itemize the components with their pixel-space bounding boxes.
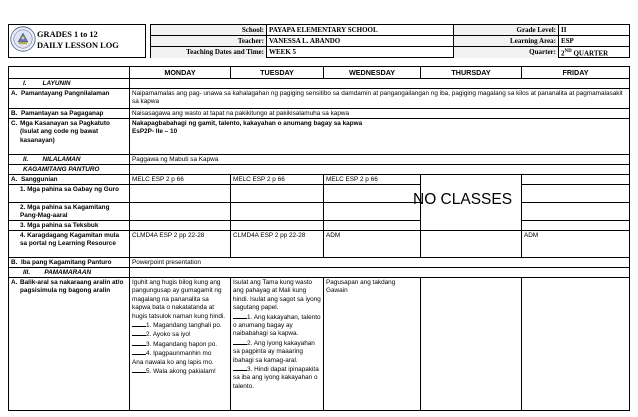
- gabay-monday: [129, 185, 230, 202]
- row-iba-pang-kagamitan: [9, 258, 629, 268]
- balik-aral-thursday: [420, 278, 521, 410]
- row-letter: A.: [11, 176, 18, 183]
- kasanayan-code: EsP2P- IIe – 10: [132, 128, 178, 136]
- monday-item: 2. Ayoko sa iyo!: [132, 330, 228, 339]
- tuesday-item: 1. Ang kakayahan, talento o anumang bagay ay naibabahagi sa kapwa.: [233, 313, 321, 338]
- teksbuk-label: 3. Mga pahina sa Teksbuk: [20, 222, 99, 229]
- row-kasanayan: [9, 119, 629, 155]
- gabay-tuesday: [230, 185, 323, 202]
- row-pamamaraan: [9, 268, 629, 278]
- pamamaraan-heading: [9, 268, 129, 277]
- kagamitang-panturo-cell: [129, 165, 629, 174]
- kagamitang-pang-mag-aaral-label: 2. Mga pahina sa Kagamitang Pang-Mag-aaral: [20, 204, 110, 220]
- quarter-label: Quarter:: [454, 47, 559, 58]
- header-title-box: [8, 24, 146, 58]
- layunin-title: LAYUNIN: [42, 80, 71, 87]
- thursday-no-classes-cell: [413, 175, 521, 231]
- quarter-ordinal: ND: [564, 49, 572, 54]
- karagdagang-friday: ADM: [521, 231, 629, 257]
- learning-area-label: Learning Area:: [454, 36, 559, 47]
- sanggunian-label: Sanggunian: [21, 176, 58, 183]
- teksbuk-friday: [521, 221, 629, 230]
- title-line-2: DAILY LESSON LOG: [37, 41, 119, 50]
- day-thursday: THURSDAY: [420, 67, 521, 79]
- balik-aral-wednesday: Pagusapan ang takdang Gawain: [323, 278, 420, 410]
- balik-aral-monday: [129, 278, 230, 410]
- iba-pang-label-cell: [9, 258, 129, 267]
- gabay-label: 1. Mga pahina sa Gabay ng Guro: [20, 186, 120, 193]
- row-teksbuk: [9, 221, 629, 231]
- balik-aral-friday: [521, 278, 629, 410]
- pamamaraan-title: PAMAMARAAN: [44, 269, 92, 276]
- learning-area-value: ESP: [559, 36, 629, 47]
- grade-level-value: II: [559, 25, 629, 36]
- teksbuk-tuesday: [230, 221, 323, 230]
- kagamitang-pang-mag-aaral-label-cell: [9, 203, 129, 220]
- lesson-log-table: [8, 66, 630, 411]
- header: [8, 24, 630, 58]
- pang-mag-aaral-tuesday: [230, 203, 323, 220]
- grade-level-label: Grade Level:: [454, 25, 559, 36]
- row-pamantayang-pangnilalaman: [9, 89, 629, 109]
- pagaganap-label: Pamantayan sa Pagaganap: [21, 110, 104, 117]
- karagdagang-monday: CLMD4A ESP 2 pp 22-28: [129, 231, 230, 257]
- gabay-label-cell: [9, 185, 129, 202]
- monday-instructions: Iguhit ang hugis bilog kung ang pangungusap ay gumagamit ng magalang na pananalita sa kapwa bata o nakatatanda at hugis tatsulok naman kung hindi.: [132, 279, 226, 320]
- title-line-1: GRADES 1 to 12: [37, 30, 98, 39]
- kasanayan-text: Nakapagbabahagi ng gamit, talento, kakayahan o anumang bagay sa kapwa: [132, 120, 363, 127]
- pagaganap-text: Naisasagawa ang wasto at tapat na pakikitungo at pakikisalamuha sa kapwa: [129, 109, 629, 118]
- row-karagdagang-kagamitan: [9, 231, 629, 258]
- pamantayang-pangnilalaman-label-cell: [9, 89, 129, 108]
- pang-mag-aaral-monday: [129, 203, 230, 220]
- balik-aral-label: Balik-aral sa nakaraang aralin at/o pagsisimula ng bagong aralin: [20, 279, 124, 295]
- row-kagamitang-pang-mag-aaral: [9, 203, 629, 221]
- nilalaman-number: II.: [23, 156, 29, 163]
- row-layunin: [9, 79, 629, 89]
- header-info-grid: [150, 24, 630, 58]
- teacher-value: VANESSA L. ABANDO: [267, 36, 454, 47]
- school-value: PAYAPA ELEMENTARY SCHOOL: [267, 25, 454, 36]
- layunin-heading: [9, 79, 129, 88]
- balik-aral-tuesday: [230, 278, 323, 410]
- iba-pang-label: Iba pang Kagamitang Panturo: [21, 259, 112, 266]
- teaching-dates-value: WEEK 5: [267, 47, 454, 58]
- pamamaraan-cell: [129, 268, 629, 277]
- deped-seal-icon: [10, 26, 36, 52]
- row-kagamitang-panturo: [9, 165, 629, 175]
- teksbuk-monday: [129, 221, 230, 230]
- gabay-friday: [521, 185, 629, 202]
- karagdagang-tuesday: CLMD4A ESP 2 pp 22-28: [230, 231, 323, 257]
- sanggunian-friday: [521, 175, 629, 184]
- iba-pang-text: Powerpoint presentation: [129, 258, 629, 267]
- day-wednesday: WEDNESDAY: [323, 67, 420, 79]
- karagdagang-wednesday: ADM: [323, 231, 420, 257]
- karagdagang-label: 4. Karagdagang Kagamitan mula sa portal ng Learning Resource: [20, 232, 120, 248]
- quarter-word: QUARTER: [571, 49, 609, 58]
- row-pamantayan-sa-pagaganap: [9, 109, 629, 119]
- quarter-number: 2: [561, 49, 565, 58]
- sanggunian-monday: MELC ESP 2 p 66: [129, 175, 230, 184]
- nilalaman-title: NILALAMAN: [42, 156, 81, 163]
- no-classes-label: NO CLASSES: [413, 191, 513, 208]
- monday-item: 5. Wala akong pakialam!: [132, 367, 228, 376]
- teaching-dates-label: Teaching Dates and Time:: [151, 47, 267, 58]
- nilalaman-text: Paggawa ng Mabuti sa Kapwa: [129, 155, 629, 164]
- tuesday-item: 2. Ang iyong kakayahan sa pagpinta ay maaaring ibahagi sa kamag-aral.: [233, 339, 315, 364]
- row-sanggunian: [9, 175, 629, 185]
- pang-mag-aaral-friday: [521, 203, 629, 220]
- monday-item: 1. Magandang tanghali po.: [132, 321, 228, 330]
- kasanayan-text-cell: [129, 119, 629, 154]
- row-letter: A.: [11, 279, 18, 286]
- tuesday-item: 3. Hindi dapat ipinapakita sa iba ang iyong kakayahan o talento.: [233, 366, 319, 390]
- layunin-number: I.: [23, 80, 27, 87]
- pamantayang-pangnilalaman-text: Naipamamalas ang pag- unawa sa kahalagahan ng pagiging sensitibo sa damdamin at pangangailangan ng iba, pagiging magalang sa kilos at pananalita at pagmamalasakit sa kapwa: [129, 89, 629, 108]
- row-nilalaman: [9, 155, 629, 165]
- kasanayan-label-cell: [9, 119, 129, 154]
- monday-item: 4. Ipagpaunmanhin mo: [132, 349, 228, 358]
- monday-item-continuation: Ana nawala ko ang lapis mo.: [132, 358, 214, 366]
- pang-mag-aaral-wednesday: [323, 203, 420, 220]
- layunin-cell: [129, 79, 629, 88]
- gabay-wednesday: [323, 185, 420, 202]
- day-header-row: [9, 67, 629, 79]
- kasanayan-label: Mga Kasanayan sa Pagkatuto (Isulat ang code ng bawat kasanayan): [20, 120, 110, 144]
- row-letter: A.: [11, 90, 18, 97]
- teksbuk-label-cell: [9, 221, 129, 230]
- sanggunian-tuesday: MELC ESP 2 p 66: [230, 175, 323, 184]
- karagdagang-thursday: [420, 231, 521, 257]
- school-label: School:: [151, 25, 267, 36]
- karagdagang-label-cell: [9, 231, 129, 257]
- teacher-label: Teacher:: [151, 36, 267, 47]
- nilalaman-heading: [9, 155, 129, 164]
- row-gabay-ng-guro: [9, 185, 629, 203]
- balik-aral-label-cell: [9, 278, 129, 410]
- sanggunian-label-cell: [9, 175, 129, 184]
- pamantayang-pangnilalaman-label: Pamantayang Pangnilalaman: [21, 90, 110, 97]
- pamamaraan-number: III.: [23, 269, 31, 276]
- row-letter: B.: [11, 110, 18, 117]
- pagaganap-label-cell: [9, 109, 129, 118]
- kagamitang-panturo-heading: KAGAMITANG PANTURO: [23, 166, 100, 173]
- row-letter: B.: [11, 259, 18, 266]
- row-balik-aral: [9, 278, 629, 410]
- monday-item: 3. Magandang hapon po.: [132, 340, 228, 349]
- sanggunian-wednesday: MELC ESP 2 p 66: [323, 175, 420, 184]
- row-letter: C.: [11, 120, 18, 127]
- teksbuk-wednesday: [323, 221, 420, 230]
- day-tuesday: TUESDAY: [230, 67, 323, 79]
- day-monday: MONDAY: [129, 67, 230, 79]
- quarter-value: [559, 47, 629, 58]
- dll-title: [37, 29, 119, 51]
- tuesday-instructions: Isulat ang Tama kung wasto ang pahayag at Mali kung hindi. Isulat ang sagot sa iyong sagutang papel.: [233, 279, 321, 312]
- day-friday: FRIDAY: [521, 67, 629, 79]
